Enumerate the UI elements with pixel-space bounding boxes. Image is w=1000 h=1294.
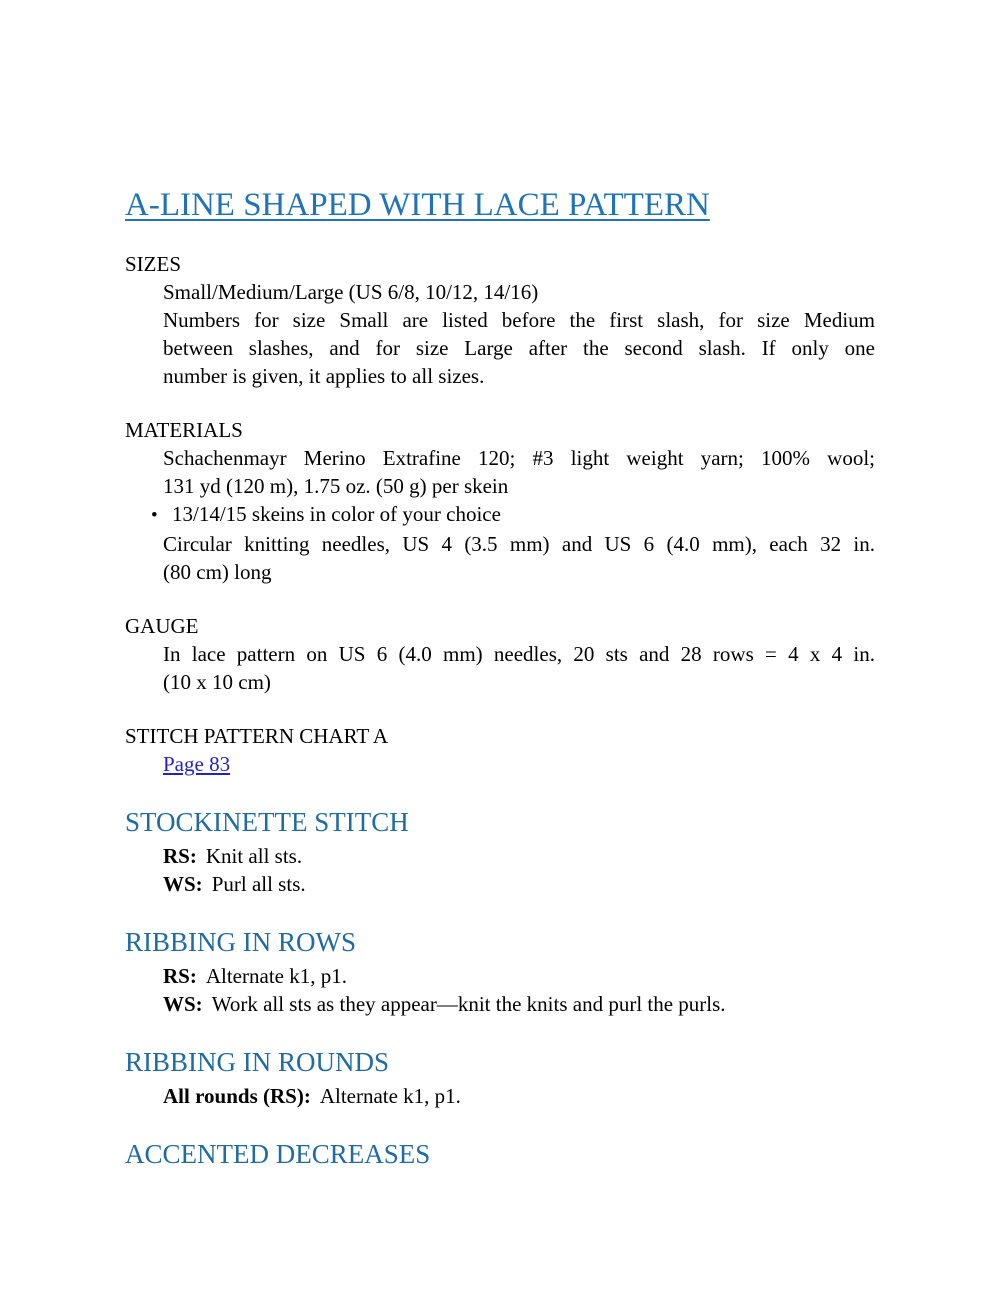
- paragraph-line: (10 x 10 cm): [163, 670, 271, 694]
- ws-instruction-line: [163, 870, 875, 898]
- stockinette-heading: STOCKINETTE STITCH: [125, 807, 409, 837]
- rs-instruction-line: [163, 842, 875, 870]
- page-link-line: [163, 750, 875, 778]
- ws-text: Purl all sts.: [211, 872, 306, 896]
- bullet-icon: •: [151, 505, 158, 526]
- paragraph-line: (80 cm) long: [163, 560, 272, 584]
- paragraph-line: 131 yd (120 m), 1.75 oz. (50 g) per skein: [163, 474, 509, 498]
- rs-text: Knit all sts.: [205, 844, 303, 868]
- stitch-pattern-chart-label: STITCH PATTERN CHART A: [125, 724, 389, 748]
- stockinette-body: [163, 842, 875, 898]
- paragraph-line: between slashes, and for size Large after the second slash. If only one: [163, 336, 875, 360]
- sizes-label: SIZES: [125, 252, 182, 276]
- stitch-pattern-chart-body: [163, 750, 875, 778]
- rs-label: RS:: [163, 964, 197, 988]
- rs-text: Alternate k1, p1.: [205, 964, 347, 988]
- ws-text: Work all sts as they appear—knit the knits and purl the purls.: [211, 992, 726, 1016]
- all-rounds-text: Alternate k1, p1.: [319, 1084, 461, 1108]
- gauge-body: [163, 640, 875, 696]
- ws-label: WS:: [163, 992, 203, 1016]
- all-rounds-label: All rounds (RS):: [163, 1084, 311, 1108]
- rs-instruction-line: [163, 962, 875, 990]
- ws-instruction-line: [163, 990, 875, 1018]
- accented-decreases-heading: ACCENTED DECREASES: [125, 1139, 431, 1169]
- paragraph-line: Numbers for size Small are listed before the first slash, for size Medium: [163, 308, 875, 332]
- paragraph-line: number is given, it applies to all sizes.: [163, 364, 485, 388]
- section-stitch-pattern-chart: [125, 722, 875, 778]
- gauge-label: GAUGE: [125, 614, 199, 638]
- bullet-text: 13/14/15 skeins in color of your choice: [172, 502, 501, 526]
- paragraph-line: Circular knitting needles, US 4 (3.5 mm) and US 6 (4.0 mm), each 32 in.: [163, 532, 875, 556]
- ribbing-rounds-body: [163, 1082, 875, 1110]
- all-rounds-instruction-line: [163, 1082, 875, 1110]
- sizes-intro-line: Small/Medium/Large (US 6/8, 10/12, 14/16): [163, 280, 539, 304]
- materials-body: [151, 444, 875, 586]
- materials-label: MATERIALS: [125, 418, 243, 442]
- section-sizes: [125, 250, 875, 390]
- rs-label: RS:: [163, 844, 197, 868]
- ribbing-rows-body: [163, 962, 875, 1018]
- section-ribbing-in-rows: [125, 926, 875, 1018]
- section-ribbing-in-rounds: [125, 1046, 875, 1110]
- ws-label: WS:: [163, 872, 203, 896]
- section-materials: [125, 416, 875, 586]
- paragraph-line: In lace pattern on US 6 (4.0 mm) needles, 20 sts and 28 rows = 4 x 4 in.: [163, 642, 875, 666]
- section-stockinette-stitch: [125, 806, 875, 898]
- section-accented-decreases: [125, 1138, 875, 1170]
- section-gauge: [125, 612, 875, 696]
- page-83-link[interactable]: Page 83: [163, 752, 231, 776]
- page-title: A-LINE SHAPED WITH LACE PATTERN: [125, 187, 710, 223]
- sizes-body: [163, 278, 875, 390]
- bullet-item: [151, 500, 875, 530]
- paragraph-line: Schachenmayr Merino Extrafine 120; #3 light weight yarn; 100% wool;: [163, 446, 875, 470]
- ribbing-rounds-heading: RIBBING IN ROUNDS: [125, 1047, 390, 1077]
- ribbing-rows-heading: RIBBING IN ROWS: [125, 927, 357, 957]
